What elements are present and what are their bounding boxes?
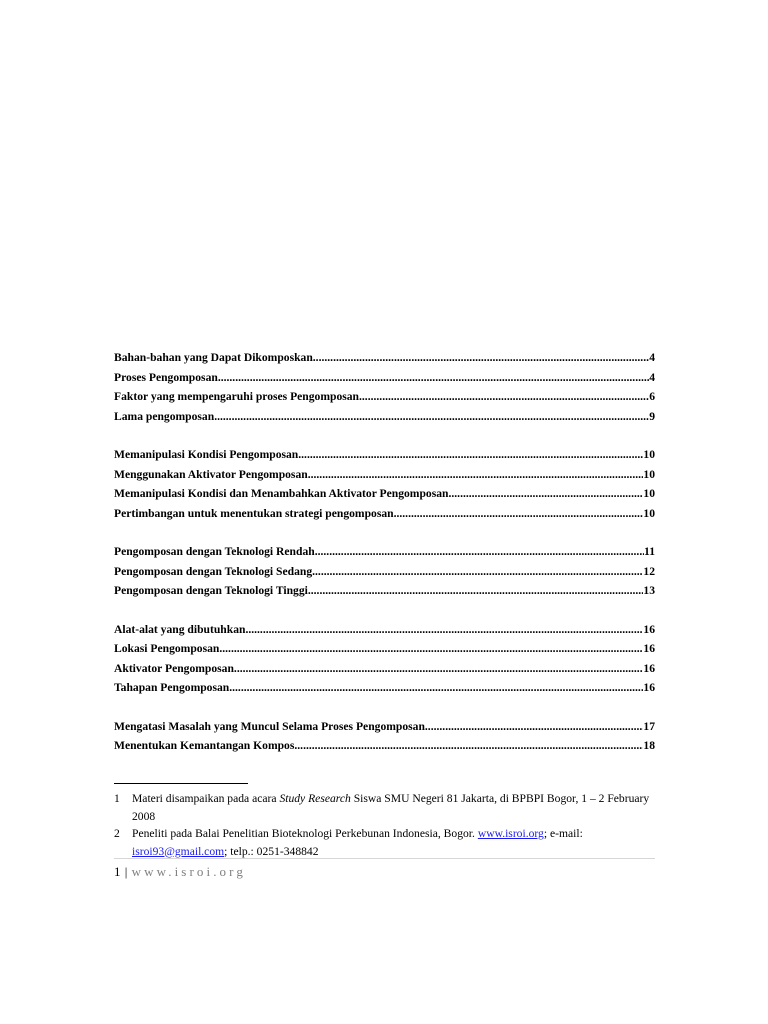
toc-entry-page: 16: [643, 681, 655, 694]
footnote-2: [114, 825, 659, 860]
toc-dot-leader: [308, 465, 644, 485]
footnote-separator: [114, 783, 248, 784]
page-number: 1: [114, 864, 121, 879]
toc-dot-leader: [425, 717, 644, 737]
toc-entry-page: 16: [643, 661, 655, 675]
toc-entry-page: 13: [643, 584, 655, 597]
footnote-number: 2: [114, 827, 120, 840]
toc-dot-leader: [394, 504, 644, 524]
toc-entry[interactable]: [114, 562, 655, 582]
toc-entry-page: 10: [643, 448, 655, 461]
toc-entry[interactable]: [114, 368, 655, 388]
toc-dot-leader: [359, 387, 649, 407]
footnote-text-start: Materi disampaikan pada acara: [132, 792, 280, 805]
toc-entry-page: 16: [643, 642, 655, 655]
toc-dot-leader: [294, 736, 643, 756]
toc-entry-page: 9: [649, 409, 655, 423]
footnote-text-end: Siswa SMU Negeri 81 Jakarta, di BPBPI Bogor, 1 – 2 February 2008: [132, 792, 650, 823]
toc-entry[interactable]: [114, 639, 655, 659]
footnote-text: [132, 790, 659, 825]
footnote-text-mid: ; e-mail:: [543, 827, 583, 840]
toc-entry-page: 18: [643, 739, 655, 752]
toc-entry[interactable]: [114, 717, 655, 737]
toc-entry-title: Menentukan Kemantangan Kompos: [114, 739, 295, 752]
toc-group: [114, 717, 655, 756]
toc-entry-page: 10: [643, 487, 655, 500]
toc-group: [114, 620, 655, 698]
toc-dot-leader: [312, 562, 643, 582]
toc-entry[interactable]: [114, 348, 655, 368]
page-footer: [114, 862, 246, 882]
footnote-text-start: Peneliti pada Balai Penelitian Bioteknologi Perkebunan Indonesia, Bogor.: [132, 827, 478, 840]
toc-dot-leader: [214, 407, 649, 427]
toc-entry-title: Tahapan Pengomposan: [114, 681, 230, 694]
footnote-number: 1: [114, 792, 120, 805]
toc-entry-title: Alat-alat yang dibutuhkan: [114, 622, 246, 636]
toc-entry-title: Memanipulasi Kondisi Pengomposan: [114, 448, 299, 461]
toc-entry[interactable]: [114, 484, 655, 504]
toc-entry[interactable]: [114, 387, 655, 407]
table-of-contents: [114, 348, 655, 775]
website-link[interactable]: www.isroi.org: [477, 827, 544, 840]
toc-dot-leader: [308, 581, 644, 601]
toc-entry[interactable]: [114, 620, 655, 640]
toc-entry-page: 10: [643, 467, 655, 481]
toc-entry[interactable]: [114, 445, 655, 465]
toc-entry[interactable]: [114, 504, 655, 524]
toc-entry-page: 11: [644, 545, 655, 558]
footnote-text: [132, 825, 659, 860]
toc-entry[interactable]: [114, 465, 655, 485]
toc-entry-title: Bahan-bahan yang Dapat Dikomposkan: [114, 351, 313, 364]
toc-group: [114, 348, 655, 426]
toc-entry-title: Lokasi Pengomposan: [114, 642, 220, 655]
footnote-text-end: ; telp.: 0251-348842: [224, 844, 319, 858]
toc-dot-leader: [448, 484, 643, 504]
toc-group: [114, 542, 655, 601]
toc-entry-page: 12: [643, 564, 655, 578]
toc-dot-leader: [315, 542, 644, 562]
toc-dot-leader: [218, 368, 649, 388]
toc-entry[interactable]: [114, 736, 655, 756]
toc-entry-title: Mengatasi Masalah yang Muncul Selama Proses Pengomposan: [114, 719, 425, 733]
toc-entry-title: Pertimbangan untuk menentukan strategi pengomposan: [114, 506, 394, 520]
toc-entry-page: 4: [649, 370, 655, 384]
toc-entry-title: Menggunakan Aktivator Pengomposan: [114, 467, 308, 481]
footnote-1: [114, 790, 659, 825]
toc-entry-page: 17: [643, 719, 655, 733]
toc-entry-title: Pengomposan dengan Teknologi Tinggi: [114, 584, 308, 597]
footnote-event-name: Study Research: [279, 792, 351, 805]
toc-entry[interactable]: [114, 678, 655, 698]
toc-entry-title: Proses Pengomposan: [114, 370, 218, 384]
toc-entry[interactable]: [114, 659, 655, 679]
toc-entry-title: Pengomposan dengan Teknologi Rendah: [114, 545, 315, 558]
toc-dot-leader: [234, 659, 643, 679]
toc-dot-leader: [313, 348, 649, 368]
toc-dot-leader: [298, 445, 643, 465]
toc-entry-title: Lama pengomposan: [114, 409, 215, 423]
toc-entry-title: Aktivator Pengomposan: [114, 661, 234, 675]
footer-website: www.isroi.org: [131, 864, 246, 879]
email-link[interactable]: isroi93@gmail.com: [132, 844, 225, 858]
toc-dot-leader: [245, 620, 643, 640]
toc-entry-title: Pengomposan dengan Teknologi Sedang: [114, 564, 313, 578]
toc-entry-page: 16: [643, 622, 655, 636]
toc-entry-page: 10: [643, 506, 655, 520]
toc-entry-title: Memanipulasi Kondisi dan Menambahkan Aktivator Pengomposan: [114, 487, 449, 500]
toc-dot-leader: [229, 678, 643, 698]
toc-entry[interactable]: [114, 407, 655, 427]
toc-entry-title: Faktor yang mempengaruhi proses Pengomposan: [114, 390, 359, 403]
toc-group: [114, 445, 655, 523]
toc-entry-page: 4: [649, 351, 655, 364]
footer-separator: |: [124, 864, 128, 879]
footer-divider: [114, 858, 655, 859]
toc-entry[interactable]: [114, 581, 655, 601]
toc-entry[interactable]: [114, 542, 655, 562]
toc-dot-leader: [219, 639, 643, 659]
toc-entry-page: 6: [649, 390, 655, 403]
footnotes: [114, 790, 659, 860]
